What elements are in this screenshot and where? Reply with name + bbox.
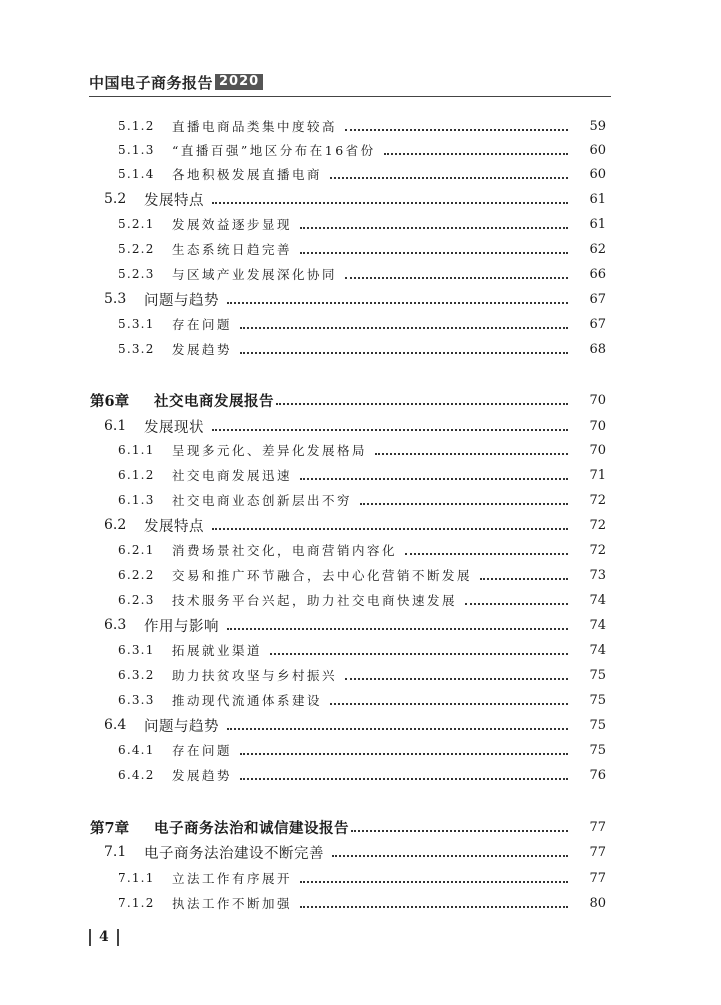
toc-entry-number: 5.2.3 [118, 267, 155, 281]
toc-subsection-entry [0, 312, 721, 336]
toc-section-entry [0, 187, 721, 211]
toc-entry-page: 75 [589, 717, 606, 733]
toc-entry-title: 存在问题 [172, 743, 233, 758]
toc-entry-page: 73 [589, 567, 606, 583]
report-year-badge: 2020 [215, 74, 263, 90]
header-divider [89, 96, 611, 97]
toc-entry-title: 问题与趋势 [144, 292, 219, 309]
toc-entry-title: 技术服务平台兴起，助力社交电商快速发展 [172, 593, 458, 608]
toc-dot-leader [212, 202, 568, 204]
toc-dot-leader [276, 403, 568, 405]
toc-dot-leader [240, 327, 568, 329]
toc-chapter-entry [0, 388, 721, 412]
toc-dot-leader [227, 302, 568, 304]
toc-entry-page: 70 [589, 418, 606, 434]
toc-entry-page: 80 [589, 895, 606, 911]
toc-entry-page: 61 [589, 216, 606, 232]
toc-entry-title: 呈现多元化、差异化发展格局 [172, 443, 368, 458]
toc-entry-title: 社交电商发展迅速 [172, 468, 293, 483]
toc-entry-number: 5.1.3 [118, 143, 155, 157]
toc-dot-leader [330, 177, 568, 179]
toc-dot-leader [375, 453, 568, 455]
toc-subsection-entry [0, 738, 721, 762]
toc-entry-page: 72 [589, 517, 606, 533]
toc-subsection-entry [0, 438, 721, 462]
page-footer [89, 928, 119, 946]
toc-section-entry [0, 713, 721, 737]
toc-entry-page: 68 [589, 341, 606, 357]
toc-subsection-entry [0, 262, 721, 286]
toc-dot-leader [212, 429, 568, 431]
toc-entry-number: 5.3.2 [118, 342, 155, 356]
toc-entry-number: 6.3 [104, 617, 127, 633]
toc-section-entry [0, 840, 721, 864]
toc-entry-number: 7.1.2 [118, 896, 155, 910]
toc-entry-number: 7.1 [104, 844, 127, 860]
toc-entry-number: 5.3 [104, 291, 127, 307]
toc-entry-title: “直播百强”地区分布在16省份 [172, 143, 376, 158]
toc-subsection-entry [0, 891, 721, 915]
toc-entry-title: 社交电商业态创新层出不穷 [172, 493, 353, 508]
toc-entry-title: 各地积极发展直播电商 [172, 167, 323, 182]
toc-entry-page: 75 [589, 692, 606, 708]
toc-subsection-entry [0, 488, 721, 512]
toc-dot-leader [345, 277, 568, 279]
toc-subsection-entry [0, 866, 721, 890]
toc-dot-leader [227, 628, 568, 630]
toc-dot-leader [300, 881, 568, 883]
toc-entry-number: 5.1.4 [118, 167, 155, 181]
toc-entry-title: 助力扶贫攻坚与乡村振兴 [172, 668, 338, 683]
toc-subsection-entry [0, 638, 721, 662]
toc-entry-title: 问题与趋势 [144, 718, 219, 735]
toc-entry-page: 74 [589, 617, 606, 633]
toc-entry-title: 社交电商发展报告 [154, 392, 274, 410]
toc-entry-page: 75 [589, 667, 606, 683]
toc-entry-number: 第7章 [90, 819, 130, 837]
toc-dot-leader [240, 753, 568, 755]
toc-entry-page: 74 [589, 642, 606, 658]
toc-entry-number: 6.3.2 [118, 668, 155, 682]
toc-section-entry [0, 287, 721, 311]
toc-entry-page: 70 [589, 442, 606, 458]
running-header [89, 71, 263, 93]
toc-entry-number: 6.1.1 [118, 443, 155, 457]
toc-entry-title: 拓展就业渠道 [172, 643, 263, 658]
toc-section-entry [0, 613, 721, 637]
toc-dot-leader [300, 227, 568, 229]
toc-entry-number: 6.4.1 [118, 743, 155, 757]
toc-dot-leader [212, 528, 568, 530]
toc-subsection-entry [0, 138, 721, 162]
toc-entry-title: 与区域产业发展深化协同 [172, 267, 338, 282]
toc-entry-page: 67 [589, 316, 606, 332]
toc-entry-title: 执法工作不断加强 [172, 896, 293, 911]
toc-dot-leader [330, 703, 568, 705]
toc-entry-page: 60 [589, 166, 606, 182]
toc-dot-leader [240, 352, 568, 354]
toc-entry-title: 推动现代流通体系建设 [172, 693, 323, 708]
toc-dot-leader [480, 578, 568, 580]
toc-entry-page: 61 [589, 191, 606, 207]
toc-entry-page: 66 [589, 266, 606, 282]
toc-dot-leader [384, 153, 568, 155]
toc-entry-number: 5.2 [104, 191, 127, 207]
toc-subsection-entry [0, 588, 721, 612]
toc-entry-title: 存在问题 [172, 317, 233, 332]
toc-entry-title: 发展趋势 [172, 342, 233, 357]
toc-subsection-entry [0, 538, 721, 562]
toc-dot-leader [300, 478, 568, 480]
toc-entry-title: 生态系统日趋完善 [172, 242, 293, 257]
page-number: 4 [99, 929, 109, 945]
toc-entry-title: 发展趋势 [172, 768, 233, 783]
toc-dot-leader [345, 678, 568, 680]
toc-entry-page: 60 [589, 142, 606, 158]
toc-entry-number: 6.1 [104, 418, 127, 434]
toc-entry-title: 消费场景社交化，电商营销内容化 [172, 543, 398, 558]
toc-subsection-entry [0, 463, 721, 487]
toc-subsection-entry [0, 763, 721, 787]
toc-subsection-entry [0, 563, 721, 587]
toc-entry-page: 75 [589, 742, 606, 758]
toc-entry-number: 6.2.1 [118, 543, 155, 557]
toc-dot-leader [332, 855, 568, 857]
toc-entry-title: 电子商务法治建设不断完善 [144, 845, 324, 862]
toc-entry-page: 71 [589, 467, 606, 483]
toc-entry-number: 6.3.3 [118, 693, 155, 707]
toc-entry-number: 第6章 [90, 392, 130, 410]
toc-dot-leader [270, 653, 568, 655]
toc-section-entry [0, 414, 721, 438]
toc-section-entry [0, 513, 721, 537]
toc-entry-number: 6.2 [104, 517, 127, 533]
report-title: 中国电子商务报告 [89, 73, 214, 92]
toc-entry-number: 6.1.2 [118, 468, 155, 482]
toc-dot-leader [405, 553, 568, 555]
toc-entry-number: 5.2.2 [118, 242, 155, 256]
toc-entry-page: 77 [589, 844, 606, 860]
toc-entry-page: 70 [589, 392, 606, 408]
toc-dot-leader [300, 906, 568, 908]
toc-chapter-entry [0, 815, 721, 839]
toc-entry-title: 发展现状 [144, 419, 204, 436]
toc-entry-number: 5.1.2 [118, 119, 155, 133]
toc-dot-leader [345, 129, 568, 131]
toc-subsection-entry [0, 337, 721, 361]
toc-dot-leader [227, 728, 568, 730]
footer-bar-right [117, 929, 119, 946]
toc-dot-leader [240, 778, 568, 780]
toc-subsection-entry [0, 663, 721, 687]
toc-entry-number: 6.1.3 [118, 493, 155, 507]
toc-entry-page: 59 [589, 118, 606, 134]
toc-entry-title: 发展效益逐步显现 [172, 217, 293, 232]
toc-entry-title: 电子商务法治和诚信建设报告 [154, 819, 349, 837]
footer-bar-left [89, 929, 91, 946]
toc-entry-page: 77 [589, 870, 606, 886]
toc-entry-number: 6.3.1 [118, 643, 155, 657]
toc-entry-page: 62 [589, 241, 606, 257]
toc-dot-leader [360, 503, 568, 505]
toc-entry-number: 6.2.3 [118, 593, 155, 607]
toc-subsection-entry [0, 162, 721, 186]
toc-subsection-entry [0, 114, 721, 138]
toc-dot-leader [465, 603, 568, 605]
toc-subsection-entry [0, 212, 721, 236]
toc-entry-page: 74 [589, 592, 606, 608]
toc-entry-number: 6.2.2 [118, 568, 155, 582]
toc-entry-title: 交易和推广环节融合，去中心化营销不断发展 [172, 568, 473, 583]
toc-entry-title: 发展特点 [144, 518, 204, 535]
toc-entry-title: 发展特点 [144, 192, 204, 209]
toc-entry-number: 7.1.1 [118, 871, 155, 885]
toc-entry-page: 77 [589, 819, 606, 835]
toc-entry-number: 5.2.1 [118, 217, 155, 231]
toc-dot-leader [351, 830, 568, 832]
toc-entry-page: 72 [589, 492, 606, 508]
toc-entry-title: 立法工作有序展开 [172, 871, 293, 886]
toc-entry-number: 6.4 [104, 717, 127, 733]
toc-subsection-entry [0, 688, 721, 712]
toc-entry-page: 76 [589, 767, 606, 783]
toc-entry-title: 作用与影响 [144, 618, 219, 635]
toc-entry-page: 72 [589, 542, 606, 558]
toc-subsection-entry [0, 237, 721, 261]
toc-entry-title: 直播电商品类集中度较高 [172, 119, 338, 134]
toc-entry-number: 6.4.2 [118, 768, 155, 782]
toc-entry-page: 67 [589, 291, 606, 307]
toc-dot-leader [300, 252, 568, 254]
toc-entry-number: 5.3.1 [118, 317, 155, 331]
